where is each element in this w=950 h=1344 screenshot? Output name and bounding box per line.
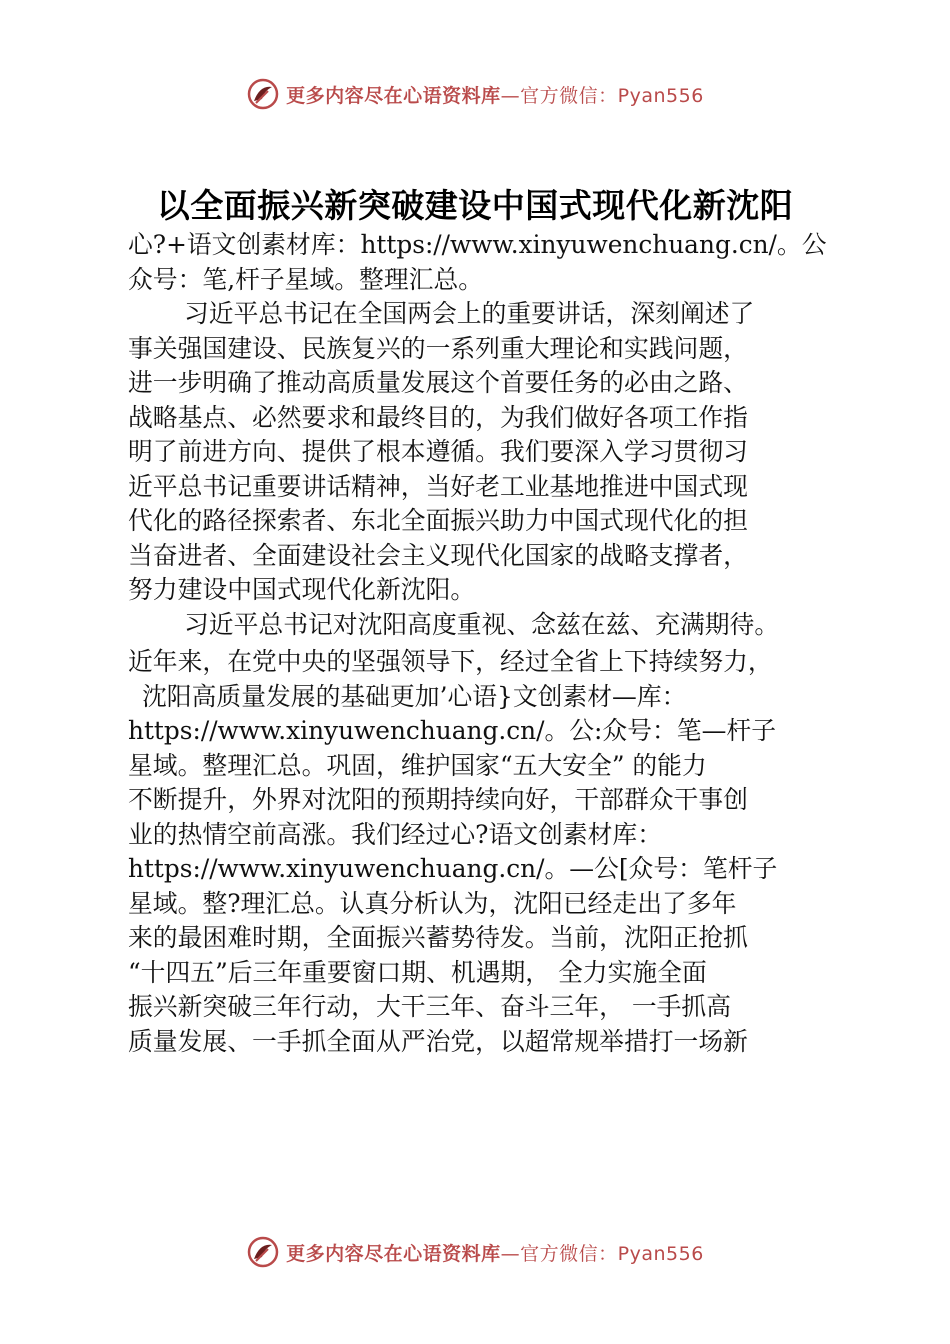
brand-logo-icon: [246, 1235, 280, 1269]
body-line: 近平总书记重要讲话精神，当好老工业基地推进中国式现: [128, 471, 748, 501]
document-title: 以全面振兴新突破建设中国式现代化新沈阳: [156, 186, 794, 225]
body-line: 星域。整理汇总。巩固，维护国家“五大安全” 的能力: [128, 750, 707, 780]
footer-banner: [0, 1232, 950, 1272]
body-line: 业的热情空前高涨。我们经过心?语文创素材库：: [128, 819, 663, 849]
body-line: “十四五”后三年重要窗口期、机遇期， 全力实施全面: [128, 957, 707, 987]
footer-banner-text: [286, 1239, 704, 1266]
footer-dash: —: [500, 1242, 521, 1265]
body-line: 来的最困难时期，全面振兴蓄势待发。当前，沈阳正抢抓: [128, 923, 748, 952]
body-line: 当奋进者、全面建设社会主义现代化国家的战略支撑者，: [128, 540, 748, 570]
body-line: 战略基点、必然要求和最终目的，为我们做好各项工作指: [128, 402, 748, 432]
body-line: 努力建设中国式现代化新沈阳。: [128, 575, 476, 604]
body-line: 近年来，在党中央的坚强领导下，经过全省上下持续努力，: [128, 647, 773, 676]
body-line: 事关强国建设、民族复兴的一系列重大理论和实践问题，: [128, 333, 748, 363]
body-line: 质量发展、一手抓全面从严治党，以超常规举措打一场新: [128, 1026, 748, 1056]
header-brand-text: 更多内容尽在心语资料库: [286, 84, 501, 107]
header-banner: [0, 74, 950, 114]
footer-brand-text: 更多内容尽在心语资料库: [286, 1242, 501, 1265]
body-line: https://www.xinyuwenchuang.cn/。公:众号：笔—杆子: [128, 716, 776, 745]
header-dash: —: [500, 84, 521, 107]
document-body: [128, 228, 850, 1059]
body-line: 沈阳高质量发展的基础更加’心语}文创素材—库：: [142, 681, 687, 711]
body-line: 进一步明确了推动高质量发展这个首要任务的必由之路、: [128, 368, 748, 397]
footer-contact-text: 官方微信：Pyan556: [520, 1242, 704, 1265]
body-line: 明了前进方向、提供了根本遵循。我们要深入学习贯彻习: [128, 437, 748, 466]
body-line: https://www.xinyuwenchuang.cn/。—公[众号：笔杆子: [128, 854, 778, 883]
paragraph-first-line: 习近平总书记对沈阳高度重视、念兹在兹、充满期待。: [184, 609, 780, 639]
body-line: 众号：笔,杆子星域。整理汇总。: [128, 264, 484, 294]
body-line: 心?+语文创素材库：https://www.xinyuwenchuang.cn/。公: [128, 230, 827, 259]
brand-logo-icon: [246, 77, 280, 111]
header-contact-text: 官方微信：Pyan556: [520, 84, 704, 107]
body-line: 振兴新突破三年行动，大干三年、奋斗三年， 一手抓高: [128, 992, 732, 1021]
body-line: 星域。整?理汇总。认真分析认为，沈阳已经走出了多年: [128, 888, 737, 918]
header-banner-text: [286, 81, 704, 108]
paragraph-first-line: 习近平总书记在全国两会上的重要讲话，深刻阐述了: [184, 299, 755, 328]
body-line: 不断提升，外界对沈阳的预期持续向好，干部群众干事创: [128, 785, 748, 814]
body-line: 代化的路径探索者、东北全面振兴助力中国式现代化的担: [128, 506, 748, 535]
